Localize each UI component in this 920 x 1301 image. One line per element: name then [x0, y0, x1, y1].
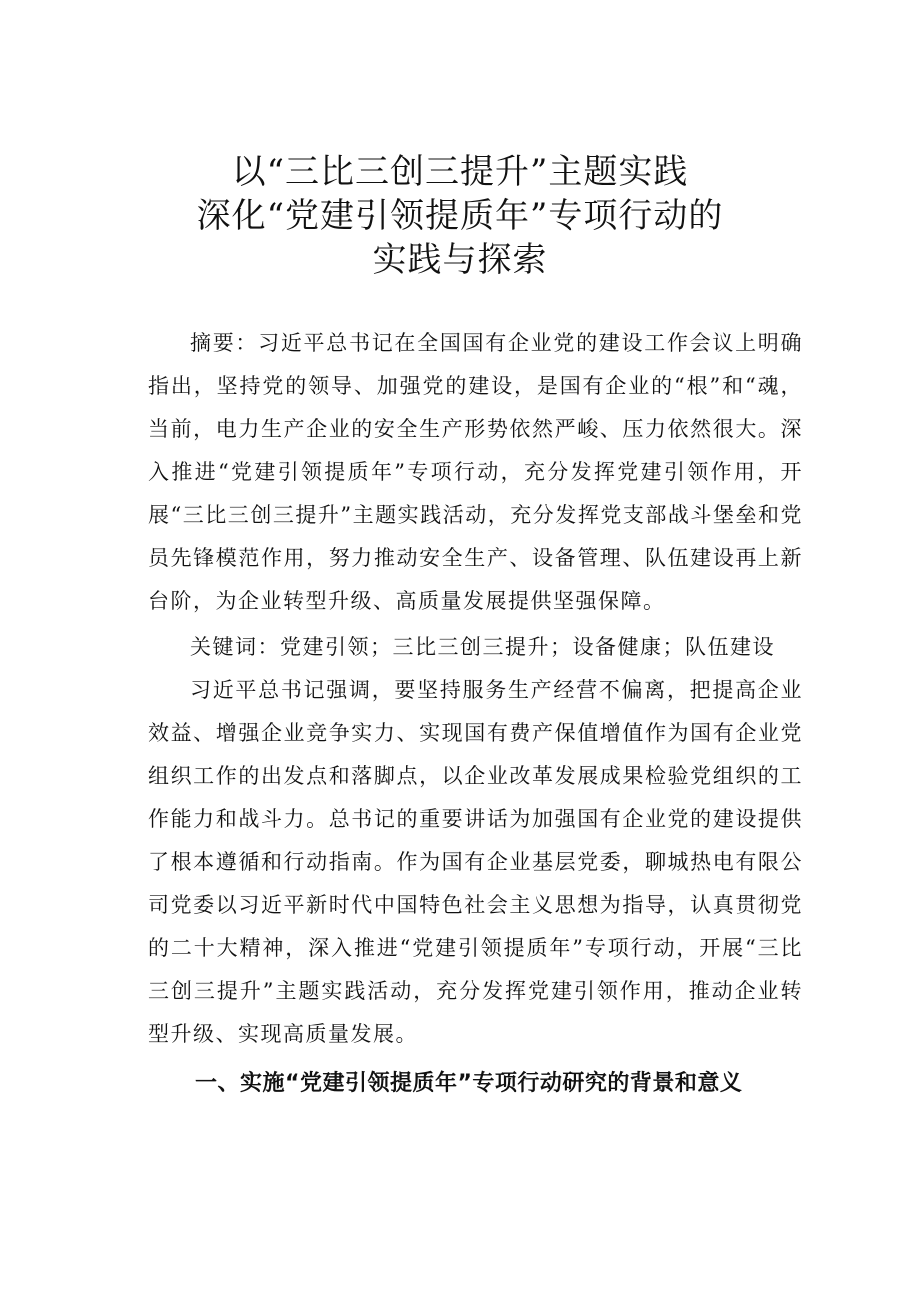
keywords-block: [148, 626, 803, 669]
section-heading: 一、实施“党建引领提质年”专项行动研究的背景和意义: [195, 1071, 743, 1096]
title-line-2: 深化“党建引领提质年”专项行动的: [196, 196, 724, 236]
document-title: [0, 150, 920, 282]
title-line-1: 以“三比三创三提升”主题实践: [231, 152, 689, 192]
keywords-paragraph: 关键词：党建引领；三比三创三提升；设备健康；队伍建设: [190, 635, 775, 659]
title-line-3: 实践与探索: [372, 240, 548, 280]
abstract-block: [148, 322, 803, 623]
abstract-paragraph: 摘要：习近平总书记在全国国有企业党的建设工作会议上明确指出，坚持党的领导、加强党的建设，是国有企业的“根”和“魂，当前，电力生产企业的安全生产形势依然严峻、压力依然很大。深入推进“党建引领提质年”专项行动，充分发挥党建引领作用，开展“三比三创三提升”主题实践活动，充分发挥党支部战斗堡垒和党员先锋模范作用，努力推动安全生产、设备管理、队伍建设再上新台阶，为企业转型升级、高质量发展提供坚强保障。: [148, 331, 803, 613]
intro-block: [148, 669, 803, 1056]
intro-paragraph: 习近平总书记强调，要坚持服务生产经营不偏离，把提高企业效益、增强企业竞争实力、实现国有费产保值增值作为国有企业党组织工作的出发点和落脚点，以企业改革发展成果检验党组织的工作能力和战斗力。总书记的重要讲话为加强国有企业党的建设提供了根本遵循和行动指南。作为国有企业基层党委，聊城热电有限公司党委以习近平新时代中国特色社会主义思想为指导，认真贯彻党的二十大精神，深入推进“党建引领提质年”专项行动，开展“三比三创三提升”主题实践活动，充分发挥党建引领作用，推动企业转型升级、实现高质量发展。: [148, 678, 803, 1046]
